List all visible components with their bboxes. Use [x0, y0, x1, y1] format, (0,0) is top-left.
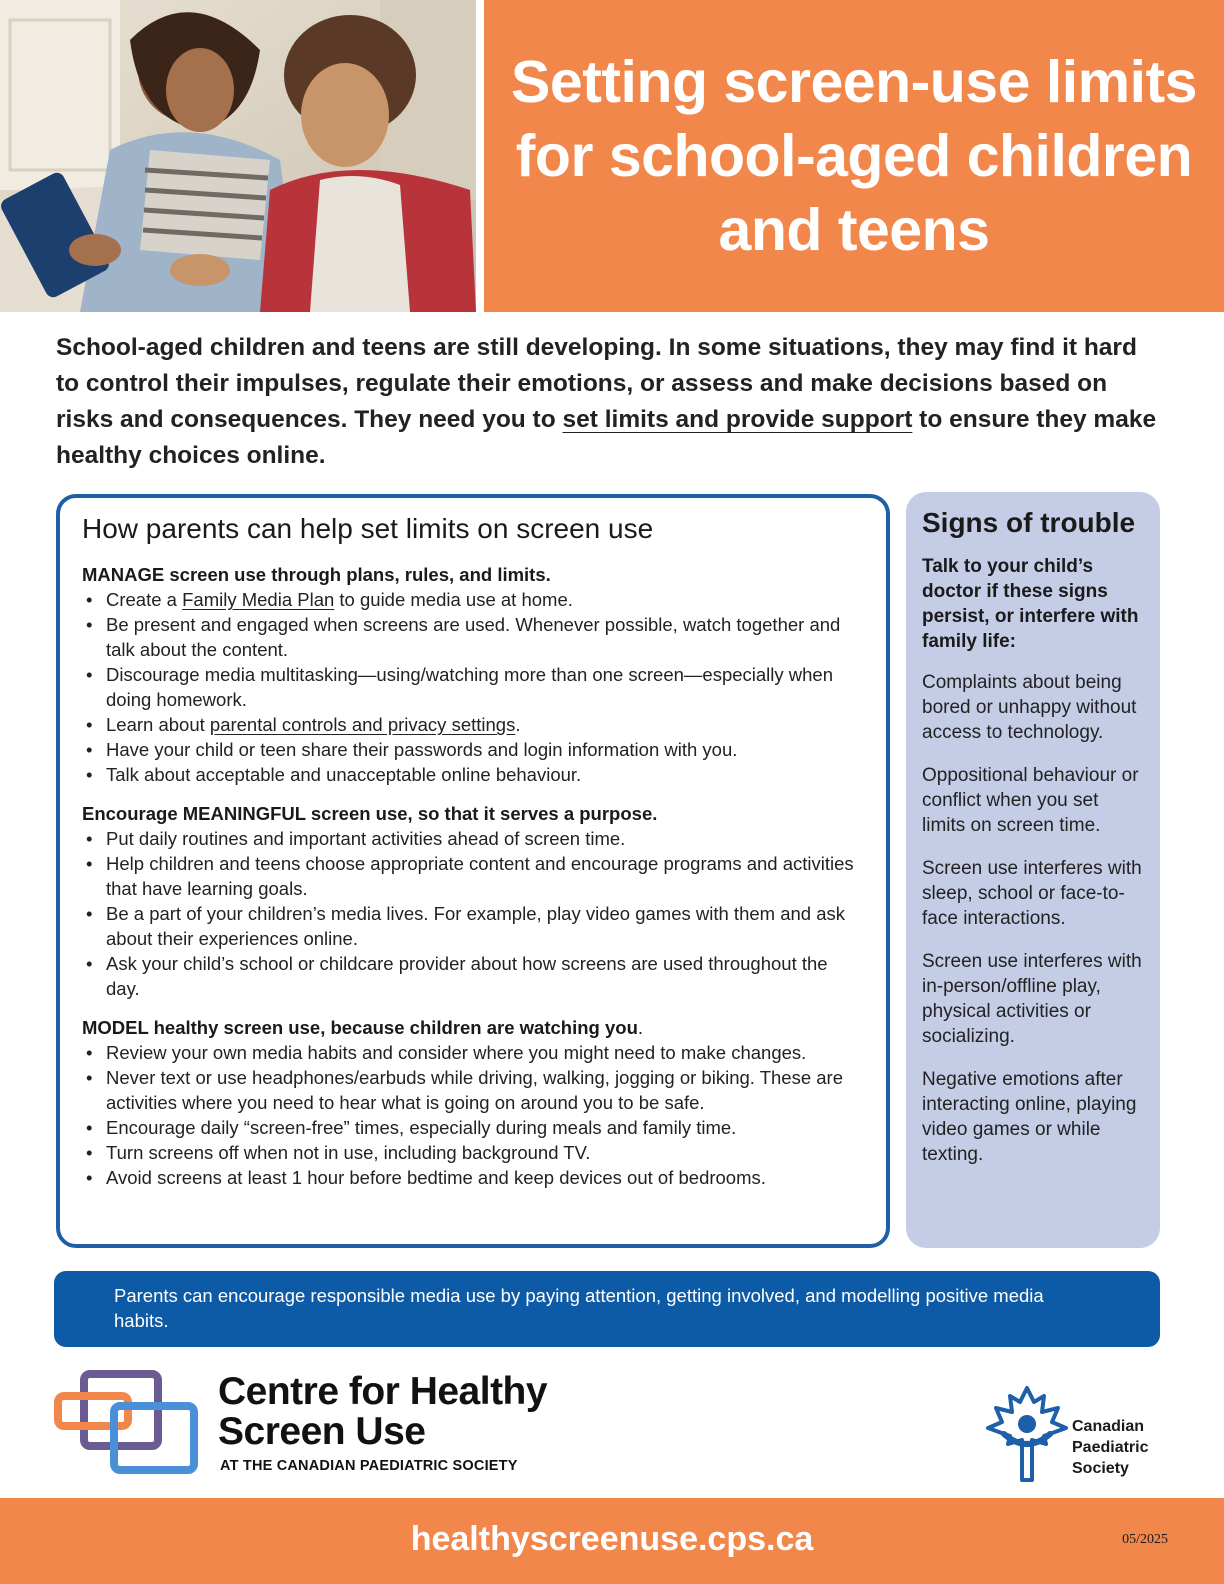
meaningful-section	[82, 801, 864, 1001]
list-item	[82, 712, 864, 737]
model-heading	[82, 1015, 864, 1040]
family-media-plan-link[interactable]: Family Media Plan	[182, 589, 335, 610]
list-item: • Discourage media multitasking—using/watching more than one screen—especially when doing homework.	[82, 662, 864, 712]
model-section	[82, 1015, 864, 1190]
list-item: • Be a part of your children’s media lives. For example, play video games with them and ask about their experiences online.	[82, 901, 864, 951]
manage-heading	[82, 562, 864, 587]
trouble-sign: Screen use interferes with sleep, school or face-to-face interactions.	[922, 858, 1142, 929]
help-heading: How parents can help set limits on screen use	[82, 513, 654, 544]
meaningful-list	[82, 826, 864, 1001]
model-heading-text: MODEL healthy screen use, because children are watching you	[82, 1017, 638, 1038]
chsu-name	[218, 1372, 547, 1452]
list-item: • Never text or use headphones/earbuds while driving, walking, jogging or biking. These are activities where you need to hear what is going on around you to be safe.	[82, 1065, 864, 1115]
manage-heading-rest: screen use through plans, rules, and limits.	[164, 564, 551, 585]
list-item: • Help children and teens choose appropriate content and encourage programs and activities that have learning goals.	[82, 851, 864, 901]
cps-name-line1: Canadian	[1072, 1418, 1145, 1435]
list-item: • Encourage daily “screen-free” times, especially during meals and family time.	[82, 1115, 864, 1140]
chsu-logo-icon	[52, 1366, 202, 1478]
trouble-sign: Negative emotions after interacting online, playing video games or while texting.	[922, 1069, 1137, 1165]
cps-name-line2: Paediatric	[1072, 1439, 1149, 1456]
help-box	[56, 494, 890, 1248]
cps-name	[1072, 1416, 1148, 1479]
chsu-name-line1: Centre for Healthy	[218, 1370, 548, 1413]
list-item: • Put daily routines and important activities ahead of screen time.	[82, 826, 864, 851]
intro-text-end: to ensure they make healthy choices online.	[56, 406, 1157, 469]
header-photo	[0, 0, 476, 312]
list-item	[82, 587, 864, 612]
footer-bar	[0, 1498, 1224, 1584]
trouble-sign: Screen use interferes with in-person/offline play, physical activities or socializing.	[922, 951, 1142, 1047]
intro-paragraph	[56, 330, 1166, 474]
list-item: • Ask your child’s school or childcare provider about how screens are used throughout the day.	[82, 951, 864, 1001]
list-item: • Be present and engaged when screens are used. Whenever possible, watch together and talk about the content.	[82, 612, 864, 662]
list-item: • Turn screens off when not in use, including background TV.	[82, 1140, 864, 1165]
footer-date: 05/2025	[1122, 1532, 1168, 1547]
cps-name-line3: Society	[1072, 1460, 1129, 1477]
photo-illustration	[0, 0, 476, 312]
list-item: • Talk about acceptable and unacceptable online behaviour.	[82, 762, 864, 787]
list-item: • Have your child or teen share their passwords and login information with you.	[82, 737, 864, 762]
item-text: Learn about	[106, 714, 210, 735]
trouble-sign: Complaints about being bored or unhappy without access to technology.	[922, 672, 1137, 743]
model-list	[82, 1040, 864, 1190]
item-text: Create a	[106, 589, 183, 610]
list-item: • Review your own media habits and consider where you might need to make changes.	[82, 1040, 864, 1065]
title-box	[484, 0, 1224, 312]
trouble-sign: Oppositional behaviour or conflict when you set limits on screen time.	[922, 765, 1139, 836]
chsu-name-line2: Screen Use	[218, 1410, 426, 1453]
chsu-subtitle: AT THE CANADIAN PAEDIATRIC SOCIETY	[220, 1458, 518, 1474]
item-text: .	[515, 714, 521, 735]
manage-heading-caps: MANAGE	[82, 564, 165, 585]
model-heading-end: .	[637, 1017, 644, 1038]
cps-maple-leaf-icon	[982, 1384, 1072, 1484]
page-title: Setting screen-use limits for school-aged children and teens	[511, 49, 1197, 263]
intro-text-start: School-aged children and teens are still developing. In some situations, they may find it hard to control their impulses, regulate their emotions, or assess and make decisions based on risks and consequences. They need you to	[56, 334, 1137, 433]
list-item: • Avoid screens at least 1 hour before bedtime and keep devices out of bedrooms.	[82, 1165, 864, 1190]
trouble-lead: Talk to your child’s doctor if these signs persist, or interfere with family life:	[922, 556, 1139, 652]
meaningful-heading: Encourage MEANINGFUL screen use, so that it serves a purpose.	[82, 803, 658, 824]
intro-link[interactable]: set limits and provide support	[562, 406, 913, 433]
signs-of-trouble-box	[906, 492, 1160, 1248]
footer-url-link[interactable]: healthyscreenuse.cps.ca	[410, 1520, 814, 1558]
parental-controls-link[interactable]: parental controls and privacy settings	[209, 714, 516, 735]
summary-banner: Parents can encourage responsible media use by paying attention, getting involved, and modelling positive media habits.	[54, 1271, 1160, 1347]
manage-list	[82, 587, 864, 787]
manage-section	[82, 562, 864, 787]
item-text: to guide media use at home.	[334, 589, 573, 610]
trouble-heading: Signs of trouble	[922, 507, 1136, 538]
